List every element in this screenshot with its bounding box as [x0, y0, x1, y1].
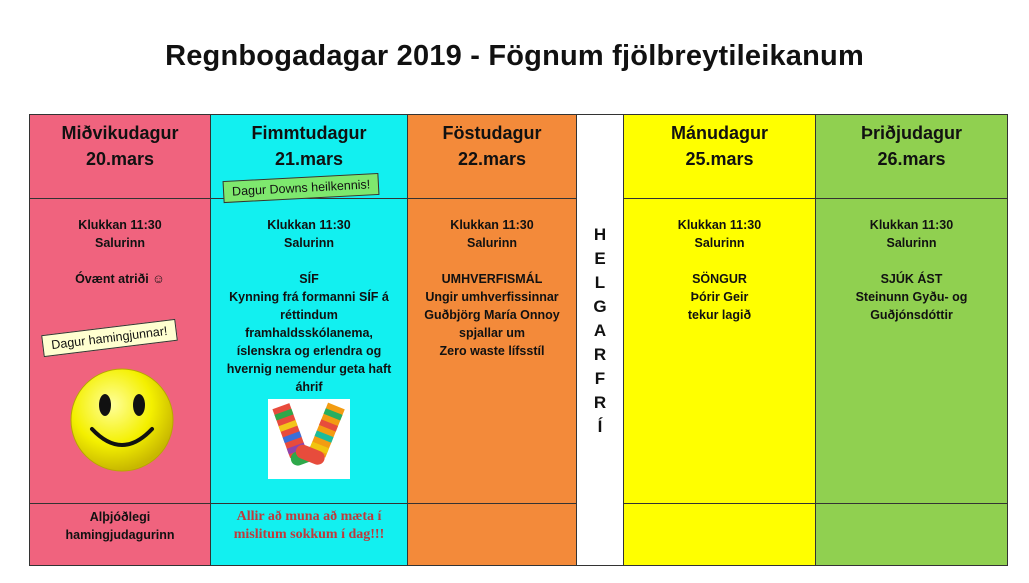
day-date: 25.mars [685, 149, 754, 169]
event-time: Klukkan 11:30 [450, 218, 534, 232]
day-name: Mánudagur [671, 123, 768, 143]
footer-line: Allir að muna að mæta í [236, 509, 382, 524]
header-monday [624, 115, 815, 199]
event-time: Klukkan 11:30 [78, 218, 162, 232]
event-place: Salurinn [886, 236, 937, 250]
day-date: 21.mars [274, 149, 344, 169]
event-line: Guðbjörg María Onnoy [424, 308, 560, 322]
event-time: Klukkan 11:30 [869, 218, 954, 232]
event-line: tekur lagið [687, 308, 752, 322]
event-friday [408, 199, 576, 503]
column-wednesday [30, 115, 211, 565]
footer-monday [624, 503, 815, 567]
weekend-letter: H [593, 225, 607, 244]
event-line: hvernig nemendur geta haft [226, 362, 392, 376]
weekend-letter: A [593, 321, 607, 340]
header-tuesday [816, 115, 1007, 199]
event-line: Ungir umhverfissinnar [425, 290, 559, 304]
schedule-table [29, 114, 1008, 566]
event-line: Guðjónsdóttir [870, 308, 953, 322]
weekend-label [577, 223, 623, 439]
footer-thursday [211, 503, 407, 567]
footer-wednesday [30, 503, 210, 567]
weekend-letter: F [594, 369, 606, 388]
day-name: Fimmtudagur [251, 123, 367, 143]
event-title: SÍF [299, 272, 319, 286]
event-title: Óvænt atriði ☺ [75, 272, 165, 286]
event-tuesday [816, 199, 1007, 503]
weekend-letter: R [593, 345, 607, 364]
day-date: 20.mars [85, 149, 155, 169]
header-wednesday [30, 115, 210, 199]
footer-line: Alþjóðlegi [89, 510, 151, 524]
event-line: Zero waste lífsstíl [439, 344, 545, 358]
footer-tuesday [816, 503, 1007, 567]
weekend-letter: G [593, 297, 607, 316]
event-place: Salurinn [466, 236, 517, 250]
event-line: Þórir Geir [690, 290, 749, 304]
event-wednesday [30, 199, 210, 503]
event-title: SJÚK ÁST [880, 272, 943, 286]
header-friday [408, 115, 576, 199]
smiley-icon [67, 365, 177, 475]
sticky-note: Dagur Downs heilkennis! [223, 173, 380, 203]
column-thursday [211, 115, 408, 565]
column-weekend [577, 115, 624, 565]
day-name: Föstudagur [442, 123, 542, 143]
weekend-letter: R [593, 393, 607, 412]
event-line: Kynning frá formanni SÍF á [229, 290, 389, 304]
event-line: Steinunn Gyðu- og [855, 290, 968, 304]
event-title: UMHVERFISMÁL [441, 272, 543, 286]
weekend-letter: E [594, 249, 606, 268]
day-date: 26.mars [877, 149, 946, 169]
footer-friday [408, 503, 576, 567]
event-time: Klukkan 11:30 [677, 218, 762, 232]
weekend-letter: Í [597, 417, 603, 436]
column-tuesday [816, 115, 1007, 565]
socks-icon [268, 399, 350, 479]
event-title: SÖNGUR [692, 272, 747, 286]
day-name: Miðvikudagur [61, 123, 179, 143]
event-line: íslenskra og erlendra og [236, 344, 382, 358]
event-line: réttindum [280, 308, 338, 322]
event-place: Salurinn [694, 236, 745, 250]
column-friday [408, 115, 577, 565]
event-line: spjallar um [459, 326, 525, 340]
event-monday [624, 199, 815, 503]
day-name: Þriðjudagur [860, 123, 962, 143]
event-line: framhaldsskólanema, [245, 326, 373, 340]
event-thursday [211, 199, 407, 503]
page-title: Regnbogadagar 2019 - Fögnum fjölbreytileikanum [165, 40, 864, 72]
event-time: Klukkan 11:30 [267, 218, 351, 232]
day-date: 22.mars [457, 149, 527, 169]
column-monday [624, 115, 816, 565]
event-place: Salurinn [94, 236, 145, 250]
footer-line: hamingjudagurinn [65, 528, 175, 542]
event-line: áhrif [295, 380, 323, 394]
weekend-letter: L [594, 273, 606, 292]
sticky-note: Dagur hamingjunnar! [41, 319, 177, 357]
event-place: Salurinn [283, 236, 334, 250]
footer-line: mislitum sokkum í dag!!! [233, 527, 385, 542]
